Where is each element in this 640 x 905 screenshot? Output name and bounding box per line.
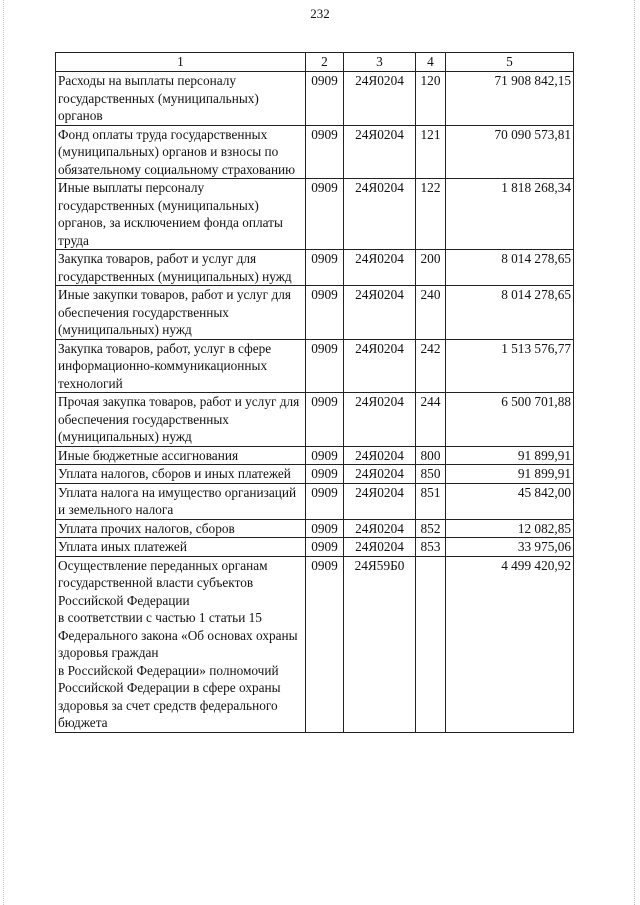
row-section-code: 0909 [306,465,344,484]
row-section-code: 0909 [306,483,344,519]
header-col-1: 1 [56,53,306,72]
header-col-2: 2 [306,53,344,72]
row-amount: 8 014 278,65 [446,286,574,340]
budget-table [55,52,574,733]
row-name: Прочая закупка товаров, работ и услуг для обеспечения государственных (муниципальных) нужд [56,393,306,447]
row-type-code: 852 [416,519,446,538]
row-section-code: 0909 [306,538,344,557]
table-body [56,72,574,733]
row-type-code: 850 [416,465,446,484]
row-target-code: 24Я0204 [344,250,416,286]
row-type-code [416,556,446,732]
row-target-code: 24Я0204 [344,483,416,519]
row-type-code: 800 [416,446,446,465]
row-target-code: 24Я0204 [344,393,416,447]
row-target-code: 24Я0204 [344,179,416,250]
header-row [56,53,574,72]
row-amount: 70 090 573,81 [446,125,574,179]
row-name: Уплата прочих налогов, сборов [56,519,306,538]
table-row [56,519,574,538]
row-target-code: 24Я0204 [344,72,416,126]
row-type-code: 240 [416,286,446,340]
row-target-code: 24Я0204 [344,538,416,557]
row-name: Уплата налогов, сборов и иных платежей [56,465,306,484]
scan-edge-right [634,0,636,905]
row-name: Расходы на выплаты персоналу государственных (муниципальных) органов [56,72,306,126]
header-col-5: 5 [446,53,574,72]
row-type-code: 200 [416,250,446,286]
row-amount: 8 014 278,65 [446,250,574,286]
row-type-code: 851 [416,483,446,519]
table-row [56,250,574,286]
row-target-code: 24Я0204 [344,125,416,179]
row-target-code: 24Я0204 [344,446,416,465]
row-section-code: 0909 [306,125,344,179]
table-row [56,556,574,732]
row-section-code: 0909 [306,72,344,126]
row-section-code: 0909 [306,339,344,393]
row-name: Иные закупки товаров, работ и услуг для обеспечения государственных (муниципальных) нужд [56,286,306,340]
table-row [56,179,574,250]
row-amount: 1 818 268,34 [446,179,574,250]
table-row [56,125,574,179]
row-type-code: 120 [416,72,446,126]
row-amount: 33 975,06 [446,538,574,557]
row-name: Иные выплаты персоналу государственных (муниципальных) органов, за исключением фонда оплаты труда [56,179,306,250]
row-section-code: 0909 [306,179,344,250]
row-amount: 12 082,85 [446,519,574,538]
row-target-code: 24Я0204 [344,465,416,484]
row-type-code: 242 [416,339,446,393]
row-amount: 6 500 701,88 [446,393,574,447]
row-name: Фонд оплаты труда государственных (муниципальных) органов и взносы по обязательному социальному страхованию [56,125,306,179]
row-target-code: 24Я0204 [344,339,416,393]
row-section-code: 0909 [306,519,344,538]
row-target-code: 24Я0204 [344,286,416,340]
row-name: Уплата налога на имущество организаций и земельного налога [56,483,306,519]
table-row [56,72,574,126]
header-col-4: 4 [416,53,446,72]
row-name: Закупка товаров, работ и услуг для государственных (муниципальных) нужд [56,250,306,286]
page-number: 232 [310,6,330,21]
row-type-code: 853 [416,538,446,557]
row-type-code: 122 [416,179,446,250]
row-type-code: 244 [416,393,446,447]
table-row [56,339,574,393]
row-target-code: 24Я0204 [344,519,416,538]
row-section-code: 0909 [306,446,344,465]
table-row [56,286,574,340]
row-section-code: 0909 [306,393,344,447]
row-name: Осуществление переданных органам государственной власти субъектов Российской Федерации в соответствии с частью 1 статьи 15 Федерального закона «Об основах охраны здоровья граждан в Российской Федерации» полномочий Российской Федерации в сфере охраны здоровья за счет средств федерального бюджета [56,556,306,732]
row-type-code: 121 [416,125,446,179]
table-row [56,483,574,519]
table-row [56,538,574,557]
row-name: Уплата иных платежей [56,538,306,557]
row-section-code: 0909 [306,556,344,732]
row-amount: 71 908 842,15 [446,72,574,126]
row-amount: 1 513 576,77 [446,339,574,393]
row-section-code: 0909 [306,286,344,340]
table-row [56,446,574,465]
row-amount: 45 842,00 [446,483,574,519]
row-amount: 4 499 420,92 [446,556,574,732]
row-amount: 91 899,91 [446,446,574,465]
row-name: Иные бюджетные ассигнования [56,446,306,465]
table-row [56,465,574,484]
header-col-3: 3 [344,53,416,72]
table-row [56,393,574,447]
row-amount: 91 899,91 [446,465,574,484]
row-section-code: 0909 [306,250,344,286]
scan-edge-left [3,0,5,905]
row-name: Закупка товаров, работ, услуг в сфере информационно-коммуникационных технологий [56,339,306,393]
row-target-code: 24Я59Б0 [344,556,416,732]
